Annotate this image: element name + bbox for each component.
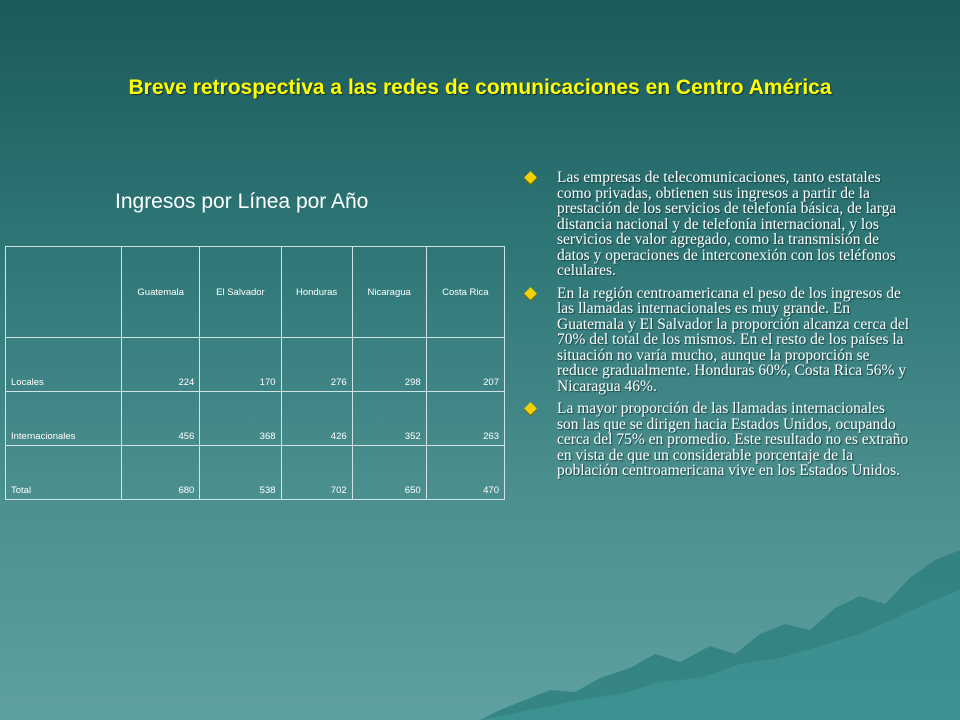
- row-label: Locales: [6, 338, 122, 392]
- bullet-text: En la región centroamericana el peso de los ingresos de las llamadas internacionales es muy grande. En Guatemala y El Salvador la proporción alcanza cerca del 70% del total de los mismos. En el resto de los países la situación no varía mucho, aunque la proporción se reduce gradualmente. Honduras 60%, Costa Rica 56% y Nicaragua 46%.: [557, 284, 910, 395]
- table-row: [6, 392, 505, 446]
- table-cell: 298: [352, 338, 426, 392]
- table-cell: 368: [200, 392, 281, 446]
- table-cell: 702: [281, 446, 352, 500]
- slide-title: Breve retrospectiva a las redes de comunicaciones en Centro América: [128, 76, 832, 99]
- column-header: Costa Rica: [426, 247, 504, 338]
- column-header: Guatemala: [122, 247, 200, 338]
- table-cell: 352: [352, 392, 426, 446]
- row-label: Total: [6, 446, 122, 500]
- mountain-decoration: [480, 550, 960, 720]
- table-row: [6, 338, 505, 392]
- bullet-item: [520, 401, 910, 479]
- row-label: Internacionales: [6, 392, 122, 446]
- bullet-list: [520, 170, 910, 486]
- bullet-text: Las empresas de telecomunicaciones, tanto estatales como privadas, obtienen sus ingresos a partir de la prestación de los servicios de telefonía básica, de larga distancia nacional y de telefonía internacional, y los servicios de valor agregado, como la transmisión de datos y operaciones de interconexión con los teléfonos celulares.: [557, 169, 897, 279]
- table-cell: 170: [200, 338, 281, 392]
- column-header: El Salvador: [200, 247, 281, 338]
- table-cell: 224: [122, 338, 200, 392]
- table-cell: 470: [426, 446, 504, 500]
- table-corner-cell: [6, 247, 122, 338]
- table-header-row: [6, 247, 505, 338]
- bullet-item: [520, 170, 910, 279]
- diamond-bullet-icon: [524, 171, 537, 184]
- table-title: Ingresos por Línea por Año: [115, 190, 369, 213]
- table-row: [6, 446, 505, 500]
- table-cell: 207: [426, 338, 504, 392]
- table-cell: 276: [281, 338, 352, 392]
- bullet-text: La mayor proporción de las llamadas internacionales son las que se dirigen hacia Estados Unidos, ocupando cerca del 75% en promedio. Este resultado no es extraño en vista de que un considerable porcentaje de la población centroamericana vive en los Estados Unidos.: [557, 400, 909, 479]
- table-cell: 538: [200, 446, 281, 500]
- table-cell: 650: [352, 446, 426, 500]
- diamond-bullet-icon: [524, 287, 537, 300]
- revenue-table: [5, 246, 505, 500]
- bullet-item: [520, 286, 910, 395]
- column-header: Nicaragua: [352, 247, 426, 338]
- table-cell: 456: [122, 392, 200, 446]
- diamond-bullet-icon: [524, 402, 537, 415]
- table-cell: 426: [281, 392, 352, 446]
- table-cell: 680: [122, 446, 200, 500]
- column-header: Honduras: [281, 247, 352, 338]
- table-cell: 263: [426, 392, 504, 446]
